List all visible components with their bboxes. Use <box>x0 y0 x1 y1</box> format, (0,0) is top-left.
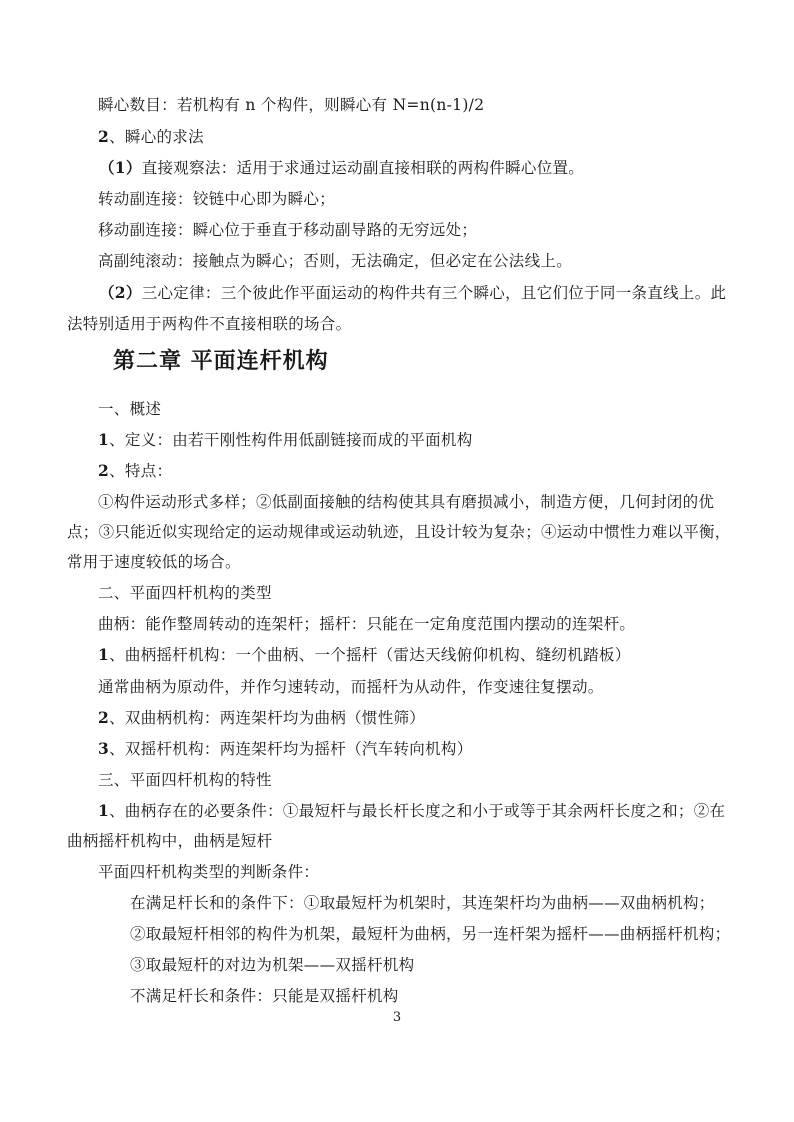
page-number: 3 <box>392 1010 402 1025</box>
revolute-joint-line <box>98 188 335 210</box>
item-text: 直接观察法：适用于求通过运动副直接相联的两构件瞬心位置。 <box>141 159 585 177</box>
judgement-condition-text: 在满足杆长和的条件下：①取最短杆为机架时，其连架杆均为曲柄——双曲柄机构； <box>130 894 715 912</box>
item-number: 1 <box>98 430 110 449</box>
features-text: ①构件运动形式多样；②低副面接触的结构使其具有磨损减小，制造方便，几何封闭的优 <box>98 493 715 511</box>
features-heading <box>98 460 172 482</box>
item-text: 三心定律：三个彼此作平面运动的构件共有三个瞬心，且它们位于同一条直线上。此 <box>141 284 727 302</box>
section-heading-text: 三、平面四杆机构的特性 <box>98 771 272 789</box>
section-characteristics-heading <box>98 769 272 791</box>
item-number: 2 <box>98 461 110 480</box>
item-number: 3 <box>98 739 110 758</box>
type-double-crank <box>98 707 425 729</box>
features-text: 点；③只能近似实现给定的运动规律或运动轨迹，且设计较为复杂；④运动中惯性力难以平衡， <box>67 523 731 541</box>
crank-rocker-definition-text: 曲柄：能作整周转动的连架杆；摇杆：只能在一定角度范围内摆动的连架杆。 <box>98 615 636 633</box>
features-line-3 <box>67 551 241 573</box>
three-center-theorem <box>99 282 726 304</box>
item-number: （1） <box>99 158 142 177</box>
section-overview-heading <box>98 398 161 420</box>
crank-existence-condition <box>98 800 725 822</box>
crank-rocker-note <box>98 676 604 698</box>
judgement-condition-3 <box>130 954 414 976</box>
direct-observation-method <box>99 157 584 179</box>
section-heading-text: 一、概述 <box>98 400 162 418</box>
item-number: （2） <box>99 283 142 302</box>
section-types-heading <box>98 582 272 604</box>
type-double-rocker <box>98 738 473 760</box>
item-number: 2 <box>98 127 110 146</box>
item-text: 、曲柄摇杆机构：一个曲柄、一个摇杆（雷达天线俯仰机构、缝纫机踏板） <box>109 646 631 664</box>
judgement-conditions-text: 平面四杆机构类型的判断条件： <box>98 863 320 881</box>
judgement-condition-2 <box>130 923 730 945</box>
item-number: 2 <box>98 708 110 727</box>
item-text: 、双摇杆机构：两连架杆均为摇杆（汽车转向机构） <box>109 740 473 758</box>
judgement-condition-text: ③取最短杆的对边为机架——双摇杆机构 <box>130 956 415 974</box>
item-text: 、特点： <box>109 462 173 480</box>
instant-center-count-text: 瞬心数目：若机构有 n 个构件，则瞬心有 N=n(n-1)/2 <box>98 96 485 114</box>
three-center-theorem-cont <box>67 313 351 335</box>
definition-line <box>98 429 473 451</box>
three-center-theorem-cont-text: 法特别适用于两构件不直接相联的场合。 <box>67 315 352 333</box>
chapter-title: 第二章 平面连杆机构 <box>113 349 329 374</box>
judgement-conditions-heading <box>98 861 319 883</box>
features-line-1 <box>98 491 714 513</box>
judgement-condition-4 <box>130 985 399 1007</box>
item-text: 、定义：由若干刚性构件用低副链接而成的平面机构 <box>109 431 473 449</box>
type-crank-rocker <box>98 644 631 666</box>
prismatic-joint-text: 移动副连接：瞬心位于垂直于移动副导路的无穷远处； <box>98 221 478 239</box>
item-text: 、瞬心的求法 <box>109 128 204 146</box>
higher-pair-text: 高副纯滚动：接触点为瞬心；否则，无法确定，但必定在公法线上。 <box>98 252 573 270</box>
section-heading-text: 二、平面四杆机构的类型 <box>98 584 272 602</box>
item-number: 1 <box>98 801 110 820</box>
crank-existence-condition-cont <box>67 830 272 852</box>
judgement-condition-1 <box>130 892 715 914</box>
item-text: 、曲柄存在的必要条件：①最短杆与最长杆长度之和小于或等于其余两杆长度之和；②在 <box>109 802 726 820</box>
crank-rocker-note-text: 通常曲柄为原动件，并作匀速转动，而摇杆为从动件，作变速往复摆动。 <box>98 678 604 696</box>
crank-rocker-definition <box>98 613 635 635</box>
item-text: 、双曲柄机构：两连架杆均为曲柄（惯性筛） <box>109 709 426 727</box>
judgement-condition-text: 不满足杆长和条件：只能是双摇杆机构 <box>130 987 399 1005</box>
prismatic-joint-line <box>98 219 477 241</box>
revolute-joint-text: 转动副连接：铰链中心即为瞬心； <box>98 190 336 208</box>
judgement-condition-text: ②取最短杆相邻的构件为机架，最短杆为曲柄，另一连杆架为摇杆——曲柄摇杆机构； <box>130 925 731 943</box>
features-text: 常用于速度较低的场合。 <box>67 553 241 571</box>
crank-existence-condition-cont-text: 曲柄摇杆机构中，曲柄是短杆 <box>67 832 273 850</box>
higher-pair-line <box>98 250 572 272</box>
instant-center-count <box>98 94 484 116</box>
instant-center-method-heading <box>98 126 204 148</box>
features-line-2 <box>67 521 731 543</box>
item-number: 1 <box>98 645 110 664</box>
